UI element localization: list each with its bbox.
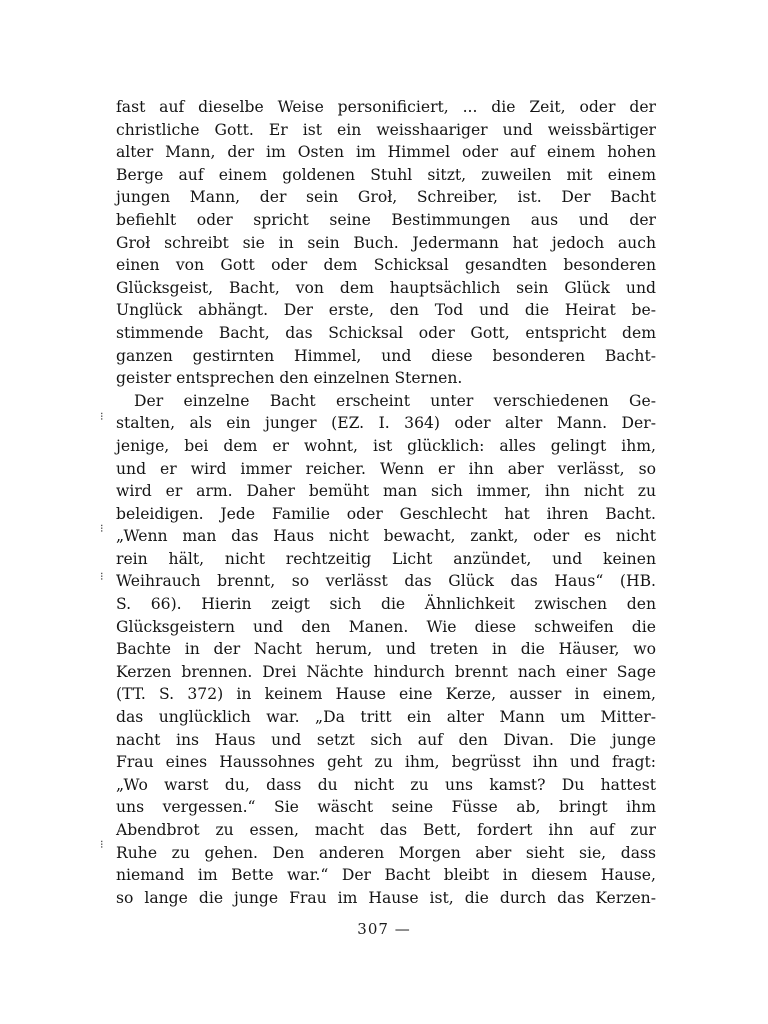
body-text [116,96,656,909]
text-line: S. 66). Hierin zeigt sich die Ähnlichkeit zwischen den [116,595,656,614]
text-line: das unglücklich war. „Da tritt ein alter Mann um Mitter- [116,708,656,727]
margin-mark: ⁝ [100,522,104,535]
text-line: uns vergessen.“ Sie wäscht seine Füsse ab, bringt ihm [116,798,656,817]
text-line: Ruhe zu gehen. Den anderen Morgen aber sieht sie, dass [116,843,656,862]
text-line: und er wird immer reicher. Wenn er ihn aber verlässt, so [116,459,656,478]
text-line: so lange die junge Frau im Hause ist, die durch das Kerzen- [116,888,656,907]
text-line: nacht ins Haus und setzt sich auf den Divan. Die junge [116,730,656,749]
text-line: stimmende Bacht, das Schicksal oder Gott, entspricht dem [116,323,656,342]
text-line: fast auf dieselbe Weise personificiert, ... die Zeit, oder der [116,98,656,116]
page-number: 307 — [357,920,411,938]
text-line: Berge auf einem goldenen Stuhl sitzt, zuweilen mit einem [116,165,656,184]
text-line: Bachte in der Nacht herum, und treten in die Häuser, wo [116,640,656,659]
text-line: Weihrauch brennt, so verlässt das Glück das Haus“ (HB. [116,572,656,591]
text-line: Abendbrot zu essen, macht das Bett, fordert ihn auf zur [116,821,656,839]
text-line: jungen Mann, der sein Groł, Schreiber, ist. Der Bacht [116,188,656,207]
margin-mark: ⁝ [100,570,104,583]
margin-mark: ⁝ [100,838,104,851]
text-line: Glücksgeist, Bacht, von dem hauptsächlich sein Glück und [116,278,656,297]
margin-mark: ⁝ [100,410,104,423]
text-line: rein hält, nicht rechtzeitig Licht anzündet, und keinen [116,549,656,568]
text-line: geister entsprechen den einzelnen Sternen. [116,369,463,388]
text-line: (TT. S. 372) in keinem Hause eine Kerze, ausser in einem, [116,685,656,704]
text-line: „Wenn man das Haus nicht bewacht, zankt, oder es nicht [116,527,656,546]
text-line: alter Mann, der im Osten im Himmel oder auf einem hohen [116,143,656,162]
text-line: einen von Gott oder dem Schicksal gesandten besonderen [116,256,656,275]
text-line: niemand im Bette war.“ Der Bacht bleibt in diesem Hause, [116,866,656,885]
text-line: Unglück abhängt. Der erste, den Tod und die Heirat be- [116,301,656,320]
text-line: Glücksgeistern und den Manen. Wie diese schweifen die [116,617,656,636]
text-line: „Wo warst du, dass du nicht zu uns kamst? Du hattest [116,775,656,794]
text-line: ganzen gestirnten Himmel, und diese besonderen Bacht- [116,346,656,365]
text-line: jenige, bei dem er wohnt, ist glücklich: alles gelingt ihm, [116,436,656,455]
text-line: Kerzen brennen. Drei Nächte hindurch brennt nach einer Sage [116,662,656,681]
text-line: stalten, als ein junger (EZ. I. 364) oder alter Mann. Der- [116,414,656,433]
text-line: christliche Gott. Er ist ein weisshaariger und weissbärtiger [116,120,656,139]
text-line: beleidigen. Jede Familie oder Geschlecht hat ihren Bacht. [116,504,656,523]
text-line: Groł schreibt sie in sein Buch. Jedermann hat jedoch auch [116,233,656,252]
text-line: wird er arm. Daher bemüht man sich immer, ihn nicht zu [116,482,656,501]
text-line: Der einzelne Bacht erscheint unter verschiedenen Ge- [134,391,656,410]
text-line: befiehlt oder spricht seine Bestimmungen aus und der [116,210,656,229]
text-line: Frau eines Haussohnes geht zu ihm, begrüsst ihn und fragt: [116,753,656,772]
